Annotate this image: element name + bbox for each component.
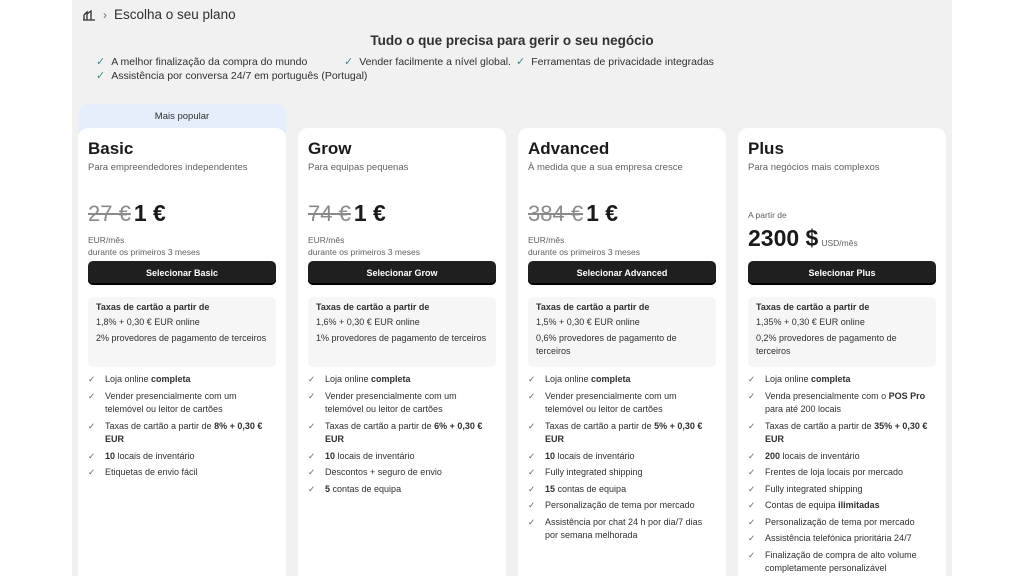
pricing-page [72, 0, 952, 576]
card-fees-box [748, 297, 936, 367]
feature-post: para até 200 locais [765, 404, 842, 414]
feature-item [528, 390, 716, 417]
feature-text [545, 373, 631, 387]
feature-pre: Descontos + seguro de envio [325, 467, 442, 477]
price-currency: USD/mês [821, 238, 858, 248]
feature-text [545, 450, 635, 464]
feature-item [88, 450, 276, 464]
feature-text [545, 516, 716, 543]
feature-bold: POS Pro [888, 390, 926, 401]
feature-text [765, 549, 936, 576]
price-note [308, 234, 420, 258]
feature-item [748, 420, 936, 447]
feature-pre: Contas de equipa [765, 500, 839, 510]
feature-bold: 10 [105, 450, 116, 461]
feature-item [308, 483, 496, 497]
feature-text [105, 466, 198, 480]
fees-title: Taxas de cartão a partir de [536, 302, 650, 312]
check-icon: ✓ [308, 374, 316, 384]
card-fees-box [88, 297, 276, 367]
check-icon: ✓ [96, 56, 106, 68]
feature-bold: completa [811, 374, 851, 384]
plus-price: 2300 $ [748, 225, 819, 251]
feature-bold: 5% + 0,30 € EUR [545, 420, 703, 444]
check-icon: ✓ [88, 420, 96, 431]
plan-card-basic [78, 128, 286, 576]
old-price: 74 € [308, 201, 351, 226]
feature-item [308, 390, 496, 417]
feature-pre: Fully integrated shipping [545, 467, 643, 477]
check-icon: ✓ [528, 516, 536, 527]
feature-pre: Loja online [325, 374, 372, 384]
feature-item [528, 420, 716, 447]
price-period: durante os primeiros 3 meses [528, 247, 640, 257]
feature-highlight [96, 69, 367, 82]
feature-text [105, 450, 195, 464]
feature-bold: completa [591, 374, 631, 384]
feature-highlight [96, 55, 307, 68]
price-currency: EUR/mês [528, 235, 565, 245]
feature-item [748, 466, 936, 480]
plan-features [748, 373, 936, 576]
check-icon: ✓ [528, 500, 536, 510]
feature-bold: 35% + 0,30 € EUR [765, 420, 928, 444]
check-icon: ✓ [748, 483, 756, 494]
feature-text [765, 390, 936, 417]
feature-item [308, 373, 496, 387]
select-advanced-button[interactable]: Selecionar Advanced [528, 261, 716, 285]
check-icon: ✓ [344, 56, 354, 68]
feature-pre: Vender presencialmente com um telemóvel ou leitor de cartões [105, 390, 237, 414]
select-grow-button[interactable]: Selecionar Grow [308, 261, 496, 285]
feature-text [765, 499, 880, 513]
price-from-label: A partir de [748, 210, 787, 220]
plan-name: Plus [748, 139, 784, 158]
check-icon: ✓ [516, 56, 526, 68]
feature-item [748, 516, 936, 530]
feature-text [325, 390, 496, 417]
fees-third-party: 1% provedores de pagamento de terceiros [316, 333, 487, 343]
feature-item [748, 390, 936, 417]
feature-post: locais de inventário [335, 450, 415, 461]
feature-post: locais de inventário [780, 450, 860, 461]
select-basic-button[interactable]: Selecionar Basic [88, 261, 276, 285]
feature-bold: 8% + 0,30 € EUR [105, 420, 263, 444]
feature-item [528, 483, 716, 497]
feature-text [765, 420, 936, 447]
feature-item [748, 450, 936, 464]
check-icon: ✓ [748, 516, 756, 527]
price-currency: EUR/mês [88, 235, 125, 245]
card-fees-box [308, 297, 496, 367]
check-icon: ✓ [88, 467, 96, 477]
feature-bold: completa [151, 374, 191, 384]
check-icon: ✓ [88, 390, 96, 401]
feature-bold: 6% + 0,30 € EUR [325, 420, 483, 444]
breadcrumb [82, 7, 236, 22]
plan-features [308, 373, 496, 499]
old-price: 384 € [528, 201, 584, 226]
feature-item [528, 373, 716, 387]
feature-item [748, 532, 936, 546]
feature-highlight [516, 55, 714, 68]
check-icon: ✓ [528, 483, 536, 494]
plan-card-advanced [518, 128, 726, 576]
feature-post: contas de equipa [330, 483, 402, 494]
feature-pre: Venda presencialmente com o [765, 390, 889, 401]
price-currency: EUR/mês [308, 235, 345, 245]
check-icon: ✓ [308, 420, 316, 431]
feature-item [528, 516, 716, 543]
plan-name: Grow [308, 139, 352, 158]
price-period: durante os primeiros 3 meses [88, 247, 200, 257]
check-icon: ✓ [528, 420, 536, 431]
feature-highlight [344, 55, 511, 68]
feature-text [105, 390, 276, 417]
feature-item [88, 390, 276, 417]
check-icon: ✓ [528, 450, 536, 461]
feature-text [765, 532, 912, 546]
feature-text [325, 373, 411, 387]
feature-post: locais de inventário [555, 450, 635, 461]
plan-subtitle: À medida que a sua empresa cresce [528, 162, 683, 173]
check-icon: ✓ [528, 374, 536, 384]
feature-item [748, 549, 936, 576]
check-icon: ✓ [748, 450, 756, 461]
feature-pre: Personalização de tema por mercado [765, 516, 915, 527]
check-icon: ✓ [308, 483, 316, 494]
check-icon: ✓ [748, 390, 756, 401]
feature-item [88, 420, 276, 447]
feature-item [748, 499, 936, 513]
feature-pre: Finalização de compra de alto volume completamente personalizável [765, 549, 917, 573]
plan-card-grow [298, 128, 506, 576]
check-icon: ✓ [308, 390, 316, 401]
feature-item [528, 450, 716, 464]
feature-text [765, 516, 915, 530]
feature-bold: ilimitadas [838, 500, 880, 510]
fees-third-party: 2% provedores de pagamento de terceiros [96, 333, 267, 343]
check-icon: ✓ [96, 70, 106, 82]
check-icon: ✓ [528, 390, 536, 401]
page-title: Escolha o seu plano [114, 7, 236, 22]
feature-item [308, 466, 496, 480]
plan-subtitle: Para equipas pequenas [308, 162, 409, 173]
price [528, 200, 618, 227]
fees-online: 1,8% + 0,30 € EUR online [96, 317, 200, 327]
feature-text [325, 466, 442, 480]
feature-text [325, 483, 401, 497]
feature-bold: 15 [545, 483, 556, 494]
feature-pre: Taxas de cartão a partir de [545, 420, 655, 431]
feature-item [528, 466, 716, 480]
feature-item [748, 483, 936, 497]
feature-pre: Loja online [105, 374, 152, 384]
feature-text [765, 373, 851, 387]
check-icon: ✓ [748, 420, 756, 431]
feature-pre: Etiquetas de envio fácil [105, 467, 198, 477]
feature-post: contas de equipa [555, 483, 627, 494]
price-period: durante os primeiros 3 meses [308, 247, 420, 257]
feature-pre: Taxas de cartão a partir de [105, 420, 215, 431]
plan-card-plus [738, 128, 946, 576]
feature-item [88, 373, 276, 387]
new-price: 1 € [353, 200, 386, 226]
feature-text: Vender facilmente a nível global. [359, 55, 511, 68]
breadcrumb-separator: › [103, 7, 107, 22]
feature-text: Assistência por conversa 24/7 em português (Portugal) [111, 69, 368, 82]
feature-text [545, 466, 643, 480]
feature-pre: Personalização de tema por mercado [545, 500, 695, 510]
check-icon: ✓ [748, 500, 756, 510]
feature-pre: Frentes de loja locais por mercado [765, 467, 904, 477]
feature-pre: Loja online [765, 374, 812, 384]
plan-name: Advanced [528, 139, 610, 158]
feature-pre: Fully integrated shipping [765, 483, 863, 494]
check-icon: ✓ [748, 533, 756, 543]
plan-subtitle: Para empreendedores independentes [88, 162, 248, 173]
headline: Tudo o que precisa para gerir o seu negócio [370, 33, 654, 48]
check-icon: ✓ [748, 467, 756, 477]
plan-name: Basic [88, 139, 134, 158]
check-icon: ✓ [308, 467, 316, 477]
fees-online: 1,35% + 0,30 € EUR online [756, 317, 865, 327]
check-icon: ✓ [88, 374, 96, 384]
check-icon: ✓ [748, 374, 756, 384]
feature-item [308, 420, 496, 447]
plan-subtitle: Para negócios mais complexos [748, 162, 880, 173]
popular-badge: Mais popular [78, 104, 286, 134]
fees-third-party: 0,6% provedores de pagamento de terceiros [536, 333, 677, 356]
feature-bold: completa [371, 374, 411, 384]
feature-text [545, 499, 695, 513]
feature-text: Ferramentas de privacidade integradas [531, 55, 714, 68]
feature-text [325, 450, 415, 464]
check-icon: ✓ [748, 549, 756, 560]
feature-pre: Vender presencialmente com um telemóvel ou leitor de cartões [545, 390, 677, 414]
feature-bold: 10 [325, 450, 336, 461]
check-icon: ✓ [528, 467, 536, 477]
plan-features [528, 373, 716, 546]
feature-text [325, 420, 496, 447]
feature-pre: Assistência telefónica prioritária 24/7 [765, 533, 912, 543]
feature-post: locais de inventário [115, 450, 195, 461]
feature-text [765, 466, 903, 480]
fees-third-party: 0,2% provedores de pagamento de terceiros [756, 333, 897, 356]
feature-pre: Loja online [545, 374, 592, 384]
price-note [88, 234, 200, 258]
feature-bold: 200 [765, 450, 781, 461]
feature-pre: Assistência por chat 24 h por dia/7 dias por semana melhorada [545, 516, 703, 540]
new-price: 1 € [586, 200, 619, 226]
feature-text [105, 420, 276, 447]
new-price: 1 € [133, 200, 166, 226]
feature-item [748, 373, 936, 387]
feature-text [765, 450, 860, 464]
feature-text [105, 373, 191, 387]
plan-features [88, 373, 276, 483]
feature-text [545, 483, 626, 497]
feature-bold: 10 [545, 450, 556, 461]
price [88, 200, 166, 227]
feature-item [308, 450, 496, 464]
store-icon[interactable] [82, 8, 96, 22]
feature-text: A melhor finalização da compra do mundo [111, 55, 308, 68]
check-icon: ✓ [88, 450, 96, 461]
check-icon: ✓ [308, 450, 316, 461]
fees-online: 1,6% + 0,30 € EUR online [316, 317, 420, 327]
feature-text [545, 390, 716, 417]
feature-pre: Taxas de cartão a partir de [765, 420, 875, 431]
feature-pre: Taxas de cartão a partir de [325, 420, 435, 431]
fees-title: Taxas de cartão a partir de [96, 302, 210, 312]
feature-pre: Vender presencialmente com um telemóvel ou leitor de cartões [325, 390, 457, 414]
price [308, 200, 386, 227]
feature-item [528, 499, 716, 513]
select-plus-button[interactable]: Selecionar Plus [748, 261, 936, 285]
feature-text [765, 483, 863, 497]
card-fees-box [528, 297, 716, 367]
fees-title: Taxas de cartão a partir de [316, 302, 430, 312]
feature-item [88, 466, 276, 480]
fees-online: 1,5% + 0,30 € EUR online [536, 317, 640, 327]
feature-bold: 5 [325, 483, 331, 494]
price [748, 225, 858, 252]
feature-text [545, 420, 716, 447]
price-note [528, 234, 640, 258]
old-price: 27 € [88, 201, 131, 226]
fees-title: Taxas de cartão a partir de [756, 302, 870, 312]
